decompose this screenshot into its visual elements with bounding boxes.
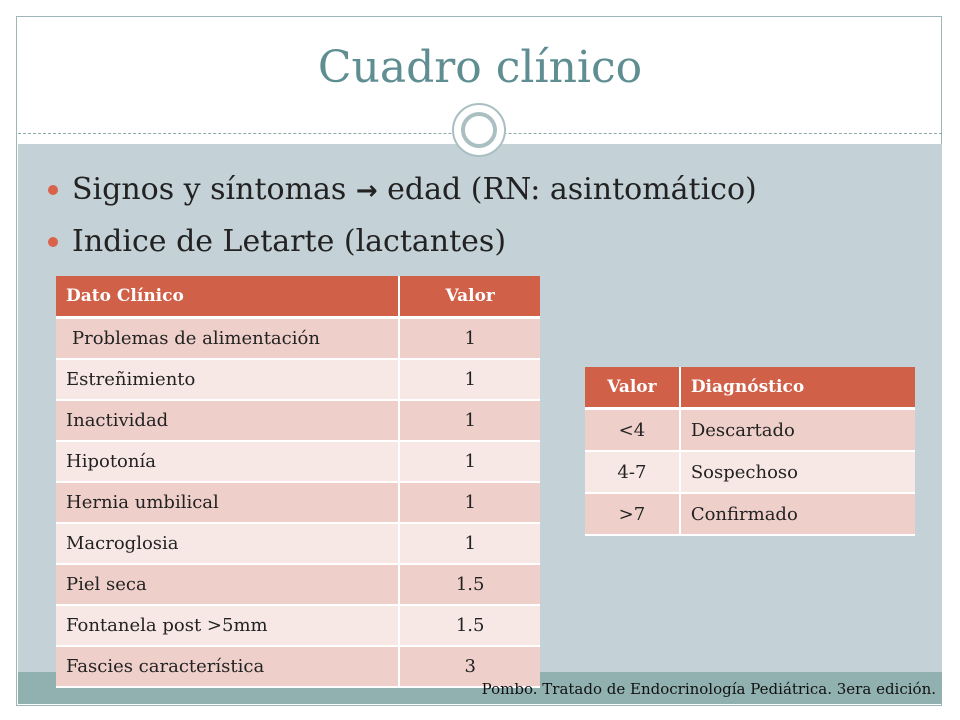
value-cell: 1	[399, 523, 540, 564]
diagnosis-table	[585, 367, 915, 536]
table-row	[56, 646, 540, 687]
column-header-clinical-data: Dato Clínico	[56, 276, 399, 318]
right-arrow-icon: →	[355, 176, 378, 206]
table-row	[56, 400, 540, 441]
table-row	[585, 409, 915, 452]
table-row	[56, 564, 540, 605]
bullet-text-part: edad (RN: asintomático)	[377, 172, 757, 207]
score-range-cell: <4	[585, 409, 680, 452]
clinical-data-cell: Inactividad	[56, 400, 399, 441]
value-cell: 1	[399, 400, 540, 441]
value-cell: 1.5	[399, 564, 540, 605]
clinical-data-cell: Problemas de alimentación	[56, 318, 399, 360]
table-header-row	[56, 276, 540, 318]
slide-title: Cuadro clínico	[317, 42, 643, 93]
table-row	[585, 451, 915, 493]
clinical-data-cell: Piel seca	[56, 564, 399, 605]
table-row	[56, 523, 540, 564]
bullet-item-letarte	[48, 220, 757, 272]
clinical-data-cell: Hernia umbilical	[56, 482, 399, 523]
value-cell: 1	[399, 359, 540, 400]
value-cell: 1	[399, 441, 540, 482]
score-range-cell: >7	[585, 493, 680, 535]
clinical-data-cell: Fontanela post >5mm	[56, 605, 399, 646]
bullet-list	[48, 168, 757, 272]
clinical-data-cell: Estreñimiento	[56, 359, 399, 400]
value-cell: 3	[399, 646, 540, 687]
bullet-text-part: Signos y síntomas	[72, 172, 356, 207]
letarte-score-table	[56, 276, 540, 688]
clinical-data-cell: Hipotonía	[56, 441, 399, 482]
table-row	[585, 493, 915, 535]
column-header-value: Valor	[399, 276, 540, 318]
clinical-data-cell: Fascies característica	[56, 646, 399, 687]
table-row	[56, 482, 540, 523]
value-cell: 1	[399, 482, 540, 523]
table-header-row	[585, 367, 915, 409]
value-cell: 1.5	[399, 605, 540, 646]
table-row	[56, 441, 540, 482]
diagnosis-cell: Sospechoso	[680, 451, 915, 493]
diagnosis-cell: Descartado	[680, 409, 915, 452]
diagnosis-cell: Confirmado	[680, 493, 915, 535]
bullet-dot-icon	[48, 237, 58, 247]
value-cell: 1	[399, 318, 540, 360]
column-header-value: Valor	[585, 367, 680, 409]
table-row	[56, 359, 540, 400]
bullet-dot-icon	[48, 185, 58, 195]
decorative-ring-inner-icon	[461, 112, 497, 148]
clinical-data-cell: Macroglosia	[56, 523, 399, 564]
table-row	[56, 605, 540, 646]
column-header-diagnosis: Diagnóstico	[680, 367, 915, 409]
score-range-cell: 4-7	[585, 451, 680, 493]
bullet-item-signs	[48, 168, 757, 220]
footer-citation: Pombo. Tratado de Endocrinología Pediátrica. 3era edición.	[481, 680, 936, 698]
table-row	[56, 318, 540, 360]
bullet-text: Indice de Letarte (lactantes)	[72, 224, 507, 259]
